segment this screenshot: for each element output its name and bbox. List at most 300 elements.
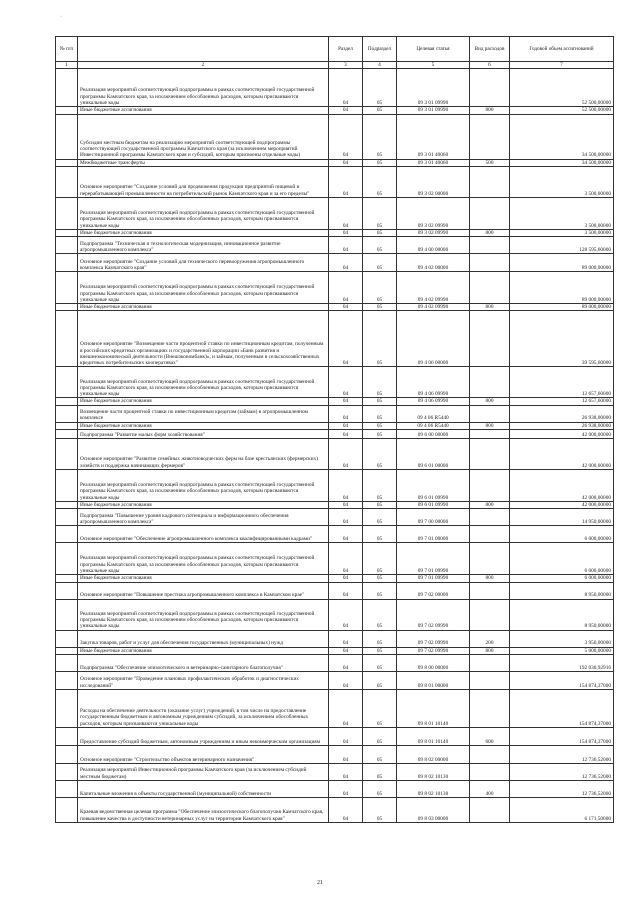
row-razdel-cell: 04	[329, 197, 363, 229]
header-csr: Целевая статья	[397, 37, 470, 62]
row-podrazdel-cell: 05	[363, 647, 397, 654]
row-amount-cell: 12 736,52000	[510, 763, 614, 780]
row-csr-cell: 09 7 01 00000	[397, 526, 470, 543]
row-index-cell	[56, 107, 78, 114]
row-csr-cell: 09 8 02 10130	[397, 780, 470, 797]
table-row	[56, 575, 614, 582]
row-name-cell: Иные бюджетные ассигнования	[78, 575, 329, 582]
row-podrazdel-cell: 05	[363, 311, 397, 367]
row-index-cell	[56, 304, 78, 311]
row-csr-cell: 09 6 01 09990	[397, 470, 470, 502]
row-razdel-cell: 04	[329, 405, 363, 422]
row-name-cell: Реализация мероприятий соответствующей подпрограммы в рамках соответствующей государственной программы Камчатского края, за исключением обособленных расходов, которым присваиваются уникальные коды	[78, 69, 329, 107]
row-amount-cell: 12 736,52000	[510, 780, 614, 797]
row-index-cell	[56, 398, 78, 405]
row-podrazdel-cell: 05	[363, 470, 397, 502]
row-amount-cell: 8 950,00000	[510, 599, 614, 630]
row-razdel-cell: 04	[329, 237, 363, 254]
row-index-cell	[56, 575, 78, 582]
row-amount-cell: 3 950,00000	[510, 630, 614, 647]
row-name-cell: Подпрограмма "Обеспечение эпизоотического и ветеринарно-санитарного благополучия"	[78, 654, 329, 671]
row-name-cell: Краевая ведомственная целевая программа "Обеспечение эпизоотического благополучия Камчатского края, повышение качества и доступности ветеринарных услуг на территории Камчатского края"	[78, 797, 329, 822]
column-number: 6	[470, 62, 510, 69]
row-amount-cell: 12 657,60000	[510, 367, 614, 398]
row-razdel-cell: 04	[329, 763, 363, 780]
row-csr-cell: 09 8 02 10130	[397, 763, 470, 780]
row-podrazdel-cell: 05	[363, 304, 397, 311]
row-amount-cell: 12 657,60000	[510, 398, 614, 405]
row-razdel-cell: 04	[329, 470, 363, 502]
row-razdel-cell: 04	[329, 311, 363, 367]
row-vr-cell	[470, 405, 510, 422]
row-vr-cell: 400	[470, 780, 510, 797]
row-vr-cell: 800	[470, 304, 510, 311]
row-podrazdel-cell: 05	[363, 763, 397, 780]
row-razdel-cell: 04	[329, 599, 363, 630]
column-number: 2	[78, 62, 329, 69]
row-podrazdel-cell: 05	[363, 689, 397, 727]
scan-mark: ·	[60, 14, 62, 20]
row-index-cell	[56, 502, 78, 509]
row-razdel-cell: 04	[329, 647, 363, 654]
table-row	[56, 311, 614, 367]
row-name-cell: Иные бюджетные ассигнования	[78, 229, 329, 236]
row-podrazdel-cell: 05	[363, 197, 397, 229]
row-csr-cell: 09 3 01 09990	[397, 107, 470, 114]
row-podrazdel-cell: 05	[363, 727, 397, 745]
row-razdel-cell: 04	[329, 159, 363, 166]
column-number-row	[56, 62, 614, 69]
table-row	[56, 272, 614, 304]
row-vr-cell: 800	[470, 398, 510, 405]
row-vr-cell	[470, 237, 510, 254]
row-name-cell: Субсидии местным бюджетам на реализацию мероприятий соответствующей подпрограммы соответствующей государственной программы Камчатского края (за исключением мероприятий Инвестиционной программы Камчатского края и субсидий, которым присвоены отдельные коды)	[78, 114, 329, 159]
row-razdel-cell: 04	[329, 671, 363, 689]
row-vr-cell	[470, 797, 510, 822]
row-csr-cell: 09 8 03 00000	[397, 797, 470, 822]
row-csr-cell: 09 6 01 00000	[397, 439, 470, 470]
row-csr-cell: 09 3 01 40060	[397, 114, 470, 159]
row-index-cell	[56, 582, 78, 599]
row-csr-cell: 09 3 01 09990	[397, 69, 470, 107]
row-amount-cell: 12 736,52000	[510, 745, 614, 763]
row-index-cell	[56, 311, 78, 367]
row-podrazdel-cell: 05	[363, 671, 397, 689]
row-csr-cell: 09 6 00 00000	[397, 430, 470, 439]
row-csr-cell: 09 7 00 00000	[397, 509, 470, 526]
row-vr-cell: 800	[470, 502, 510, 509]
row-razdel-cell: 04	[329, 422, 363, 429]
row-index-cell	[56, 689, 78, 727]
row-podrazdel-cell: 05	[363, 543, 397, 575]
row-podrazdel-cell: 05	[363, 582, 397, 599]
row-csr-cell: 09 8 01 10140	[397, 727, 470, 745]
row-podrazdel-cell: 05	[363, 272, 397, 304]
row-csr-cell: 09 7 01 09990	[397, 543, 470, 575]
header-name	[78, 37, 329, 62]
table-row	[56, 470, 614, 502]
row-podrazdel-cell: 05	[363, 367, 397, 398]
row-csr-cell: 09 4 06 R5440	[397, 405, 470, 422]
row-amount-cell: 5 000,00000	[510, 647, 614, 654]
table-header-row	[56, 37, 614, 62]
column-number: 1	[56, 62, 78, 69]
row-razdel-cell: 04	[329, 630, 363, 647]
row-name-cell: Основное мероприятие "Возмещение части процентной ставки по инвестиционным кредитам, полученным в российских кредитных организациях и государственной корпорации «Банк развития и внешнеэкономической деятельности (Внешэкономбанк)», и займам, полученным в сельскохозяйственных кредитных потребительских кооперативах"	[78, 311, 329, 367]
table-row	[56, 745, 614, 763]
table-row	[56, 780, 614, 797]
row-index-cell	[56, 647, 78, 654]
row-csr-cell: 09 4 06 R5440	[397, 422, 470, 429]
table-row	[56, 439, 614, 470]
row-name-cell: Реализация мероприятий Инвестиционной программы Камчатского края (за исключением субсидий местным бюджетам)	[78, 763, 329, 780]
row-name-cell: Межбюджетные трансферты	[78, 159, 329, 166]
row-podrazdel-cell: 05	[363, 405, 397, 422]
table-row	[56, 107, 614, 114]
row-name-cell: Основное мероприятие "Развитие семейных животноводческих ферм на базе крестьянских (фермерских) хозяйств и поддержка начинающих фермеров"	[78, 439, 329, 470]
row-amount-cell: 89 000,00000	[510, 304, 614, 311]
row-podrazdel-cell: 05	[363, 502, 397, 509]
row-razdel-cell: 04	[329, 367, 363, 398]
row-csr-cell: 09 6 01 09990	[397, 502, 470, 509]
table-row	[56, 599, 614, 630]
row-amount-cell: 3 500,00000	[510, 197, 614, 229]
row-name-cell: Основное мероприятие "Обеспечение агропромышленного комплекса квалифицированными кадрами"	[78, 526, 329, 543]
row-index-cell	[56, 797, 78, 822]
row-podrazdel-cell: 05	[363, 780, 397, 797]
row-podrazdel-cell: 05	[363, 166, 397, 197]
row-index-cell	[56, 470, 78, 502]
header-vr: Вид расходов	[470, 37, 510, 62]
row-csr-cell: 09 4 06 00000	[397, 311, 470, 367]
header-razdel: Раздел	[329, 37, 363, 62]
row-index-cell	[56, 422, 78, 429]
row-amount-cell: 26 938,00000	[510, 405, 614, 422]
table-row	[56, 543, 614, 575]
row-razdel-cell: 04	[329, 229, 363, 236]
row-index-cell	[56, 780, 78, 797]
row-podrazdel-cell: 05	[363, 654, 397, 671]
row-razdel-cell: 04	[329, 654, 363, 671]
column-number: 3	[329, 62, 363, 69]
row-csr-cell: 09 8 00 00000	[397, 654, 470, 671]
row-index-cell	[56, 69, 78, 107]
row-amount-cell: 128 595,60000	[510, 237, 614, 254]
row-csr-cell: 09 4 06 09990	[397, 398, 470, 405]
column-number: 4	[363, 62, 397, 69]
row-index-cell	[56, 405, 78, 422]
table-row	[56, 630, 614, 647]
row-name-cell: Капитальные вложения в объекты государственной (муниципальной) собственности	[78, 780, 329, 797]
row-razdel-cell: 04	[329, 727, 363, 745]
row-name-cell: Реализация мероприятий соответствующей подпрограммы в рамках соответствующей государственной программы Камчатского края, за исключением обособленных расходов, которым присваиваются уникальные коды	[78, 543, 329, 575]
row-amount-cell: 26 938,00000	[510, 422, 614, 429]
row-amount-cell: 42 000,00000	[510, 470, 614, 502]
row-name-cell: Иные бюджетные ассигнования	[78, 502, 329, 509]
row-podrazdel-cell: 05	[363, 797, 397, 822]
row-csr-cell: 09 4 02 09990	[397, 272, 470, 304]
row-index-cell	[56, 599, 78, 630]
row-vr-cell	[470, 543, 510, 575]
table-row	[56, 654, 614, 671]
row-razdel-cell: 04	[329, 430, 363, 439]
row-vr-cell: 200	[470, 630, 510, 647]
row-name-cell: Реализация мероприятий соответствующей подпрограммы в рамках соответствующей государственной программы Камчатского края, за исключением обособленных расходов, которым присваиваются уникальные коды	[78, 272, 329, 304]
table-row	[56, 422, 614, 429]
row-razdel-cell: 04	[329, 689, 363, 727]
row-amount-cell: 192 030,92916	[510, 654, 614, 671]
row-podrazdel-cell: 05	[363, 745, 397, 763]
row-amount-cell: 42 000,00000	[510, 430, 614, 439]
row-vr-cell	[470, 272, 510, 304]
row-podrazdel-cell: 05	[363, 229, 397, 236]
column-number: 7	[510, 62, 614, 69]
row-razdel-cell: 04	[329, 543, 363, 575]
row-amount-cell: 154 874,37000	[510, 671, 614, 689]
row-name-cell: Основное мероприятие "Создание условий для технического перевооружения агропромышленного комплекса Камчатского края"	[78, 254, 329, 272]
row-index-cell	[56, 763, 78, 780]
row-csr-cell: 09 8 02 00000	[397, 745, 470, 763]
table-row	[56, 689, 614, 727]
row-vr-cell	[470, 509, 510, 526]
row-index-cell	[56, 439, 78, 470]
row-vr-cell: 800	[470, 575, 510, 582]
row-vr-cell	[470, 599, 510, 630]
row-podrazdel-cell: 05	[363, 430, 397, 439]
row-amount-cell: 154 874,37000	[510, 727, 614, 745]
row-amount-cell: 8 950,00000	[510, 582, 614, 599]
table-row	[56, 647, 614, 654]
table-row	[56, 727, 614, 745]
table-row	[56, 229, 614, 236]
row-name-cell: Расходы на обеспечение деятельности (оказание услуг) учреждений, в том числе на предоставление государственным бюджетным и автономным учреждениям субсидий, за исключением обособленных расходов, которым присваиваются уникальные коды	[78, 689, 329, 727]
row-vr-cell: 800	[470, 107, 510, 114]
row-csr-cell: 09 7 01 09990	[397, 575, 470, 582]
row-amount-cell: 6 000,00000	[510, 526, 614, 543]
row-name-cell: Основное мероприятие "Создание условий для продвижения продукции предприятий пищевой и перерабатывающей промышленности на потребительский рынок Камчатского края и за его пределы"	[78, 166, 329, 197]
row-vr-cell	[470, 430, 510, 439]
row-index-cell	[56, 159, 78, 166]
table-row	[56, 69, 614, 107]
row-name-cell: Реализация мероприятий соответствующей подпрограммы в рамках соответствующей государственной программы Камчатского края, за исключением обособленных расходов, которым присваиваются уникальные коды	[78, 197, 329, 229]
row-podrazdel-cell: 05	[363, 575, 397, 582]
row-podrazdel-cell: 05	[363, 509, 397, 526]
row-csr-cell: 09 7 02 09990	[397, 647, 470, 654]
row-vr-cell	[470, 69, 510, 107]
row-index-cell	[56, 745, 78, 763]
row-index-cell	[56, 630, 78, 647]
row-csr-cell: 09 3 01 40060	[397, 159, 470, 166]
header-amount: Годовой объем ассигнований	[510, 37, 614, 62]
row-csr-cell: 09 4 02 09990	[397, 304, 470, 311]
header-num: № п/п	[56, 37, 78, 62]
row-name-cell: Иные бюджетные ассигнования	[78, 398, 329, 405]
table-row	[56, 197, 614, 229]
row-podrazdel-cell: 05	[363, 439, 397, 470]
row-razdel-cell: 04	[329, 439, 363, 470]
row-podrazdel-cell: 05	[363, 630, 397, 647]
row-vr-cell	[470, 582, 510, 599]
row-razdel-cell: 04	[329, 114, 363, 159]
row-razdel-cell: 04	[329, 797, 363, 822]
table-row	[56, 763, 614, 780]
row-amount-cell: 52 500,00000	[510, 69, 614, 107]
row-name-cell: Подпрограмма "Техническая и технологическая модернизация, инновационное развитие агропромышленного комплекса"	[78, 237, 329, 254]
row-index-cell	[56, 727, 78, 745]
page-number: 21	[317, 880, 323, 886]
row-csr-cell: 09 4 02 00000	[397, 254, 470, 272]
row-vr-cell: 800	[470, 229, 510, 236]
row-podrazdel-cell: 05	[363, 254, 397, 272]
row-name-cell: Основное мероприятие "Повышение престижа агропромышленного комплекса в Камчатском крае"	[78, 582, 329, 599]
row-index-cell	[56, 430, 78, 439]
row-name-cell: Иные бюджетные ассигнования	[78, 647, 329, 654]
row-vr-cell: 500	[470, 159, 510, 166]
row-vr-cell	[470, 526, 510, 543]
row-razdel-cell: 04	[329, 509, 363, 526]
table-row	[56, 526, 614, 543]
row-index-cell	[56, 671, 78, 689]
row-amount-cell: 6 000,00000	[510, 575, 614, 582]
row-index-cell	[56, 229, 78, 236]
row-index-cell	[56, 197, 78, 229]
row-razdel-cell: 04	[329, 304, 363, 311]
row-index-cell	[56, 543, 78, 575]
row-index-cell	[56, 272, 78, 304]
row-razdel-cell: 04	[329, 582, 363, 599]
row-podrazdel-cell: 05	[363, 422, 397, 429]
row-name-cell: Предоставление субсидий бюджетным, автономным учреждениям и иным некоммерческим организациям	[78, 727, 329, 745]
row-podrazdel-cell: 05	[363, 599, 397, 630]
table-body	[56, 69, 614, 823]
row-podrazdel-cell: 05	[363, 107, 397, 114]
row-razdel-cell: 04	[329, 166, 363, 197]
row-vr-cell	[470, 367, 510, 398]
table-row	[56, 237, 614, 254]
row-name-cell: Реализация мероприятий соответствующей подпрограммы в рамках соответствующей государственной программы Камчатского края, за исключением обособленных расходов, которым присваиваются уникальные коды	[78, 470, 329, 502]
row-vr-cell	[470, 689, 510, 727]
row-amount-cell: 52 500,00000	[510, 107, 614, 114]
table-row	[56, 254, 614, 272]
row-csr-cell: 09 4 06 09990	[397, 367, 470, 398]
row-name-cell: Закупка товаров, работ и услуг для обеспечения государственных (муниципальных) нужд	[78, 630, 329, 647]
row-index-cell	[56, 254, 78, 272]
row-name-cell: Возмещение части процентной ставки по инвестиционным кредитам (займам) в агропромышленном комплексе	[78, 405, 329, 422]
table-row	[56, 582, 614, 599]
row-name-cell: Реализация мероприятий соответствующей подпрограммы в рамках соответствующей государственной программы Камчатского края, за исключением обособленных расходов, которым присваиваются уникальные коды	[78, 599, 329, 630]
row-amount-cell: 14 950,00000	[510, 509, 614, 526]
row-vr-cell	[470, 470, 510, 502]
row-name-cell: Подпрограмма "Развитие малых форм хозяйствования"	[78, 430, 329, 439]
row-amount-cell: 154 874,37000	[510, 689, 614, 727]
row-amount-cell: 34 500,00000	[510, 114, 614, 159]
table-row	[56, 509, 614, 526]
row-amount-cell: 42 000,00000	[510, 502, 614, 509]
row-name-cell: Иные бюджетные ассигнования	[78, 304, 329, 311]
row-podrazdel-cell: 05	[363, 114, 397, 159]
column-number: 5	[397, 62, 470, 69]
row-name-cell: Основное мероприятие "Строительство объектов ветеринарного назначения"	[78, 745, 329, 763]
row-csr-cell: 09 3 02 09990	[397, 229, 470, 236]
table-row	[56, 405, 614, 422]
row-vr-cell	[470, 439, 510, 470]
table-row	[56, 114, 614, 159]
row-razdel-cell: 04	[329, 69, 363, 107]
row-razdel-cell: 04	[329, 254, 363, 272]
row-podrazdel-cell: 05	[363, 159, 397, 166]
header-podrazdel: Подраздел	[363, 37, 397, 62]
row-amount-cell: 3 500,00000	[510, 229, 614, 236]
row-name-cell: Подпрограмма "Повышение уровня кадрового потенциала и информационного обеспечения агропромышленного комплекса"	[78, 509, 329, 526]
row-amount-cell: 6 171,50000	[510, 797, 614, 822]
row-csr-cell: 09 7 02 09990	[397, 599, 470, 630]
row-podrazdel-cell: 05	[363, 398, 397, 405]
row-podrazdel-cell: 05	[363, 237, 397, 254]
row-razdel-cell: 04	[329, 107, 363, 114]
row-razdel-cell: 04	[329, 502, 363, 509]
row-index-cell	[56, 114, 78, 159]
row-index-cell	[56, 509, 78, 526]
row-razdel-cell: 04	[329, 780, 363, 797]
row-name-cell: Иные бюджетные ассигнования	[78, 107, 329, 114]
row-amount-cell: 6 000,00000	[510, 543, 614, 575]
row-csr-cell: 09 7 02 00000	[397, 582, 470, 599]
row-razdel-cell: 04	[329, 398, 363, 405]
row-amount-cell: 42 000,00000	[510, 439, 614, 470]
row-csr-cell: 09 3 02 09990	[397, 197, 470, 229]
row-index-cell	[56, 237, 78, 254]
row-name-cell: Основное мероприятие "Проведение плановых профилактических обработок и диагностических исследований"	[78, 671, 329, 689]
row-vr-cell	[470, 745, 510, 763]
row-razdel-cell: 04	[329, 272, 363, 304]
row-razdel-cell: 04	[329, 575, 363, 582]
table-row	[56, 797, 614, 822]
row-podrazdel-cell: 05	[363, 526, 397, 543]
table-row	[56, 304, 614, 311]
row-csr-cell: 09 4 00 00000	[397, 237, 470, 254]
row-index-cell	[56, 526, 78, 543]
row-podrazdel-cell: 05	[363, 69, 397, 107]
row-name-cell: Иные бюджетные ассигнования	[78, 422, 329, 429]
table-row	[56, 502, 614, 509]
table-row	[56, 367, 614, 398]
row-amount-cell: 89 000,00000	[510, 254, 614, 272]
table-row	[56, 671, 614, 689]
row-razdel-cell: 04	[329, 526, 363, 543]
row-csr-cell: 09 8 01 10140	[397, 689, 470, 727]
row-amount-cell: 89 000,00000	[510, 272, 614, 304]
row-vr-cell	[470, 311, 510, 367]
row-index-cell	[56, 654, 78, 671]
row-amount-cell: 39 595,60000	[510, 311, 614, 367]
table-row	[56, 430, 614, 439]
row-vr-cell: 800	[470, 647, 510, 654]
row-name-cell: Реализация мероприятий соответствующей подпрограммы в рамках соответствующей государственной программы Камчатского края, за исключением обособленных расходов, которым присваиваются уникальные коды	[78, 367, 329, 398]
budget-table	[55, 36, 614, 823]
row-amount-cell: 34 500,00000	[510, 159, 614, 166]
row-index-cell	[56, 367, 78, 398]
row-vr-cell: 800	[470, 422, 510, 429]
row-vr-cell	[470, 671, 510, 689]
row-csr-cell: 09 3 02 00000	[397, 166, 470, 197]
row-vr-cell	[470, 654, 510, 671]
row-index-cell	[56, 166, 78, 197]
row-vr-cell: 600	[470, 727, 510, 745]
table-row	[56, 166, 614, 197]
table-row	[56, 398, 614, 405]
row-vr-cell	[470, 763, 510, 780]
row-csr-cell: 09 8 01 00000	[397, 671, 470, 689]
